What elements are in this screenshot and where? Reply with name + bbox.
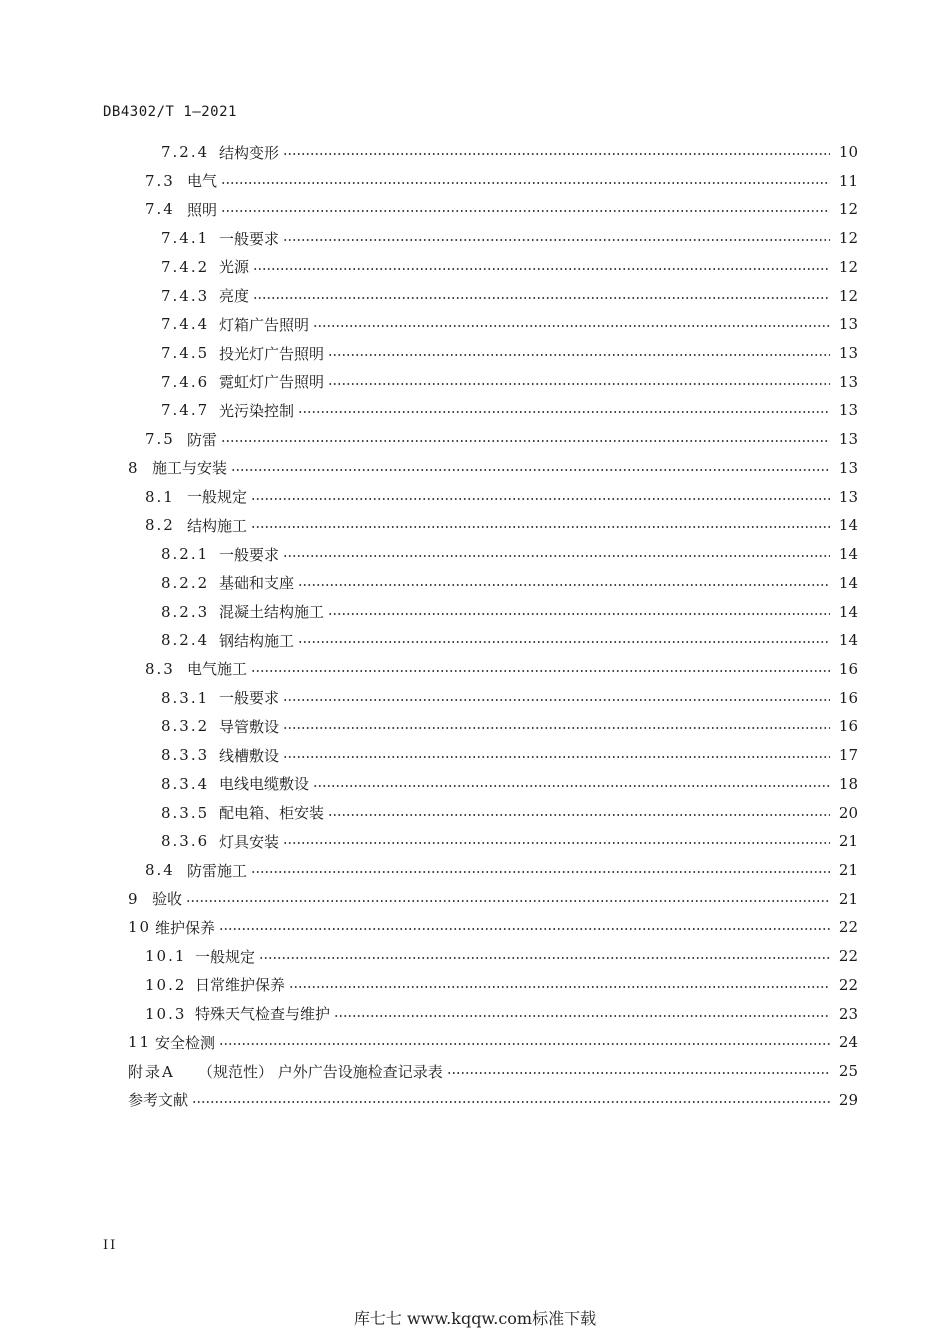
toc-entry[interactable] [161,138,858,166]
toc-entry[interactable] [161,339,858,367]
dot-leader [186,900,830,902]
dot-leader [328,354,830,356]
toc-entry-title: 钢结构施工 [219,631,295,650]
toc-entry-number: 7.4.6 [161,372,210,391]
toc-entry-title: 日常维护保养 [195,976,286,995]
toc-entry-title: 电线电缆敷设 [219,775,310,794]
dot-leader [283,842,830,844]
toc-entry-number: 8.3.2 [161,717,210,736]
toc-entry[interactable] [161,368,858,396]
toc-entry-number: 8.2.1 [161,545,210,564]
dot-leader [283,727,830,729]
toc-entry-number: 7.2.4 [161,143,210,161]
toc-entry-title: 特殊天气检查与维护 [195,1005,331,1024]
toc-entry-number: 7.3 [145,171,175,190]
toc-entry[interactable] [128,454,858,482]
toc-entry-title: 安全检测 [155,1033,216,1052]
dot-leader [251,871,830,873]
toc-entry[interactable] [145,195,858,223]
toc-entry-number: 10.1 [145,947,187,966]
toc-entry-page: 22 [838,918,858,937]
toc-entry-number: 10 [128,918,152,937]
dot-leader [298,584,830,586]
toc-entry-page: 25 [838,1062,858,1081]
dot-leader [298,641,830,643]
dot-leader [298,411,830,413]
toc-entry[interactable] [161,310,858,338]
toc-entry-title: 防雷 [187,430,218,449]
toc-entry-number: 7.4.1 [161,229,210,248]
toc-entry-title: 灯箱广告照明 [219,315,310,334]
toc-entry-page: 13 [838,372,858,391]
page-number: II [103,1238,118,1253]
toc-entry-title: 一般要求 [219,229,280,248]
toc-entry-number: 7.5 [145,430,175,449]
toc-entry-title: 电气施工 [187,660,248,679]
toc-entry-title: 灯具安装 [219,832,280,851]
toc-entry[interactable] [161,540,858,568]
toc-entry-title: 光污染控制 [219,401,295,420]
dot-leader [221,210,830,212]
dot-leader [221,182,830,184]
toc-entry[interactable] [161,224,858,252]
dot-leader [334,1015,830,1017]
toc-entry[interactable] [161,282,858,310]
toc-entry-number: 10.2 [145,975,187,994]
dot-leader [328,613,830,615]
toc-entry-page: 16 [838,659,858,678]
toc-entry-number: 附录A [128,1062,175,1081]
toc-entry-number: 8.3.6 [161,832,210,851]
toc-entry[interactable] [128,885,858,913]
toc-entry[interactable] [161,684,858,712]
toc-entry-number: 8.3.3 [161,746,210,765]
toc-entry[interactable] [145,483,858,511]
toc-entry-page: 18 [838,774,858,793]
watermark-text: 库七七 www.kqqw.com标准下载 [353,1309,597,1328]
toc-entry[interactable] [145,655,858,683]
toc-entry-page: 21 [838,889,858,908]
toc-entry-title: 照明 [187,200,218,219]
dot-leader [192,1101,830,1103]
dot-leader [219,928,830,930]
toc-entry-title: 一般规定 [195,947,256,966]
toc-entry-title: 验收 [152,890,183,909]
toc-entry-number: 8.3.1 [161,688,210,707]
toc-entry[interactable] [161,770,858,798]
dot-leader [221,440,830,442]
toc-entry-title: 结构变形 [219,143,280,162]
toc-entry-number: 11 [128,1033,152,1052]
toc-entry-page: 13 [838,458,858,477]
dot-leader [259,957,830,959]
toc-entry-page: 21 [838,861,858,879]
toc-entry-title: 线槽敷设 [219,746,280,765]
toc-entry-page: 16 [838,688,858,707]
dot-leader [447,1072,830,1074]
toc-entry-number: 7.4.5 [161,344,210,363]
dot-leader [283,699,830,701]
toc-entry[interactable] [145,425,858,453]
toc-entry[interactable] [161,712,858,740]
dot-leader [251,526,830,528]
toc-entry[interactable] [161,569,858,597]
toc-entry-page: 14 [838,602,858,621]
toc-entry-page: 13 [838,487,858,506]
dot-leader [328,814,830,816]
toc-entry-title: 混凝土结构施工 [219,603,325,622]
toc-entry[interactable] [161,799,858,827]
toc-entry-title: 基础和支座 [219,574,295,593]
dot-leader [289,986,830,988]
dot-leader [313,325,830,327]
toc-entry-number: 7.4.7 [161,401,210,420]
toc-entry-page: 13 [838,401,858,420]
document-code-header: DB4302/T 1—2021 [103,104,237,120]
toc-entry-page: 14 [838,545,858,564]
toc-entry-title: 参考文献 [128,1091,189,1110]
toc-entry-number: 7.4.4 [161,315,210,334]
toc-entry[interactable] [161,598,858,626]
toc-entry-page: 17 [838,746,858,765]
toc-entry-page: 21 [838,832,858,851]
toc-entry-number: 8.3 [145,659,175,678]
toc-entry-page: 22 [838,975,858,994]
toc-entry[interactable] [128,1028,858,1056]
toc-entry[interactable] [128,1057,858,1085]
toc-entry-number: 7.4.2 [161,257,210,276]
toc-entry-page: 23 [838,1004,858,1023]
toc-entry-page: 13 [838,430,858,449]
toc-entry-title: 配电箱、柜安装 [219,804,325,823]
dot-leader [313,785,830,787]
toc-entry-page: 12 [838,200,858,219]
dot-leader [253,297,830,299]
toc-entry[interactable] [145,856,858,884]
toc-entry-title: 施工与安装 [152,459,228,478]
toc-entry-page: 24 [838,1033,858,1052]
toc-entry-number: 7.4 [145,200,175,219]
dot-leader [283,555,830,557]
dot-leader [253,268,830,270]
toc-entry[interactable] [128,913,858,941]
dot-leader [251,498,830,500]
toc-entry-page: 20 [838,803,858,822]
toc-entry-page: 10 [838,143,858,161]
toc-entry-title: 霓虹灯广告照明 [219,373,325,392]
toc-entry-title: 一般要求 [219,689,280,708]
toc-entry-page: 22 [838,947,858,966]
toc-entry-number: 8.4 [145,861,175,879]
toc-entry[interactable] [145,167,858,195]
toc-entry[interactable] [161,741,858,769]
dot-leader [231,469,830,471]
toc-entry[interactable] [161,396,858,424]
dot-leader [328,383,830,385]
toc-entry-page: 11 [838,171,858,190]
toc-entry-title: 投光灯广告照明 [219,344,325,363]
toc-entry-title: （规范性） 户外广告设施检查记录表 [198,1062,443,1081]
toc-entry-page: 12 [838,229,858,248]
toc-entry-title: 结构施工 [187,516,248,535]
dot-leader [283,153,830,155]
toc-entry-number: 10.3 [145,1004,187,1023]
toc-entry-page: 12 [838,286,858,305]
dot-leader [219,1043,830,1045]
toc-entry-title: 光源 [219,258,250,277]
toc-entry[interactable] [161,827,858,855]
toc-entry-number: 8.2.2 [161,573,210,592]
toc-entry-title: 亮度 [219,287,250,306]
toc-entry[interactable] [145,942,858,970]
toc-entry-title: 导管敷设 [219,717,280,736]
toc-entry-number: 8.2 [145,516,175,535]
toc-entry[interactable] [145,1000,858,1028]
toc-entry[interactable] [145,971,858,999]
toc-entry-number: 8.2.3 [161,602,210,621]
toc-entry-number: 8.3.5 [161,803,210,822]
toc-entry-number: 8.3.4 [161,774,210,793]
dot-leader [283,239,830,241]
toc-entry[interactable] [161,253,858,281]
toc-entry-title: 电气 [187,172,218,191]
toc-entry-number: 8.2.4 [161,631,210,650]
toc-entry-number: 7.4.3 [161,286,210,305]
toc-entry-page: 14 [838,516,858,535]
toc-entry-number: 8 [128,458,140,477]
toc-entry-title: 维护保养 [155,918,216,937]
toc-entry[interactable] [161,626,858,654]
toc-entry-page: 14 [838,631,858,650]
toc-entry-title: 防雷施工 [187,861,248,880]
toc-entry-title: 一般规定 [187,488,248,507]
toc-entry-page: 12 [838,257,858,276]
dot-leader [251,670,830,672]
toc-entry-page: 29 [838,1090,858,1109]
toc-entry-page: 14 [838,573,858,592]
toc-entry-title: 一般要求 [219,545,280,564]
dot-leader [283,756,830,758]
toc-entry-page: 13 [838,344,858,363]
toc-entry-number: 8.1 [145,487,175,506]
toc-entry-page: 16 [838,717,858,736]
toc-entry-number: 9 [128,889,140,908]
toc-entry-page: 13 [838,315,858,334]
toc-entry[interactable] [128,1086,858,1114]
toc-entry[interactable] [145,511,858,539]
